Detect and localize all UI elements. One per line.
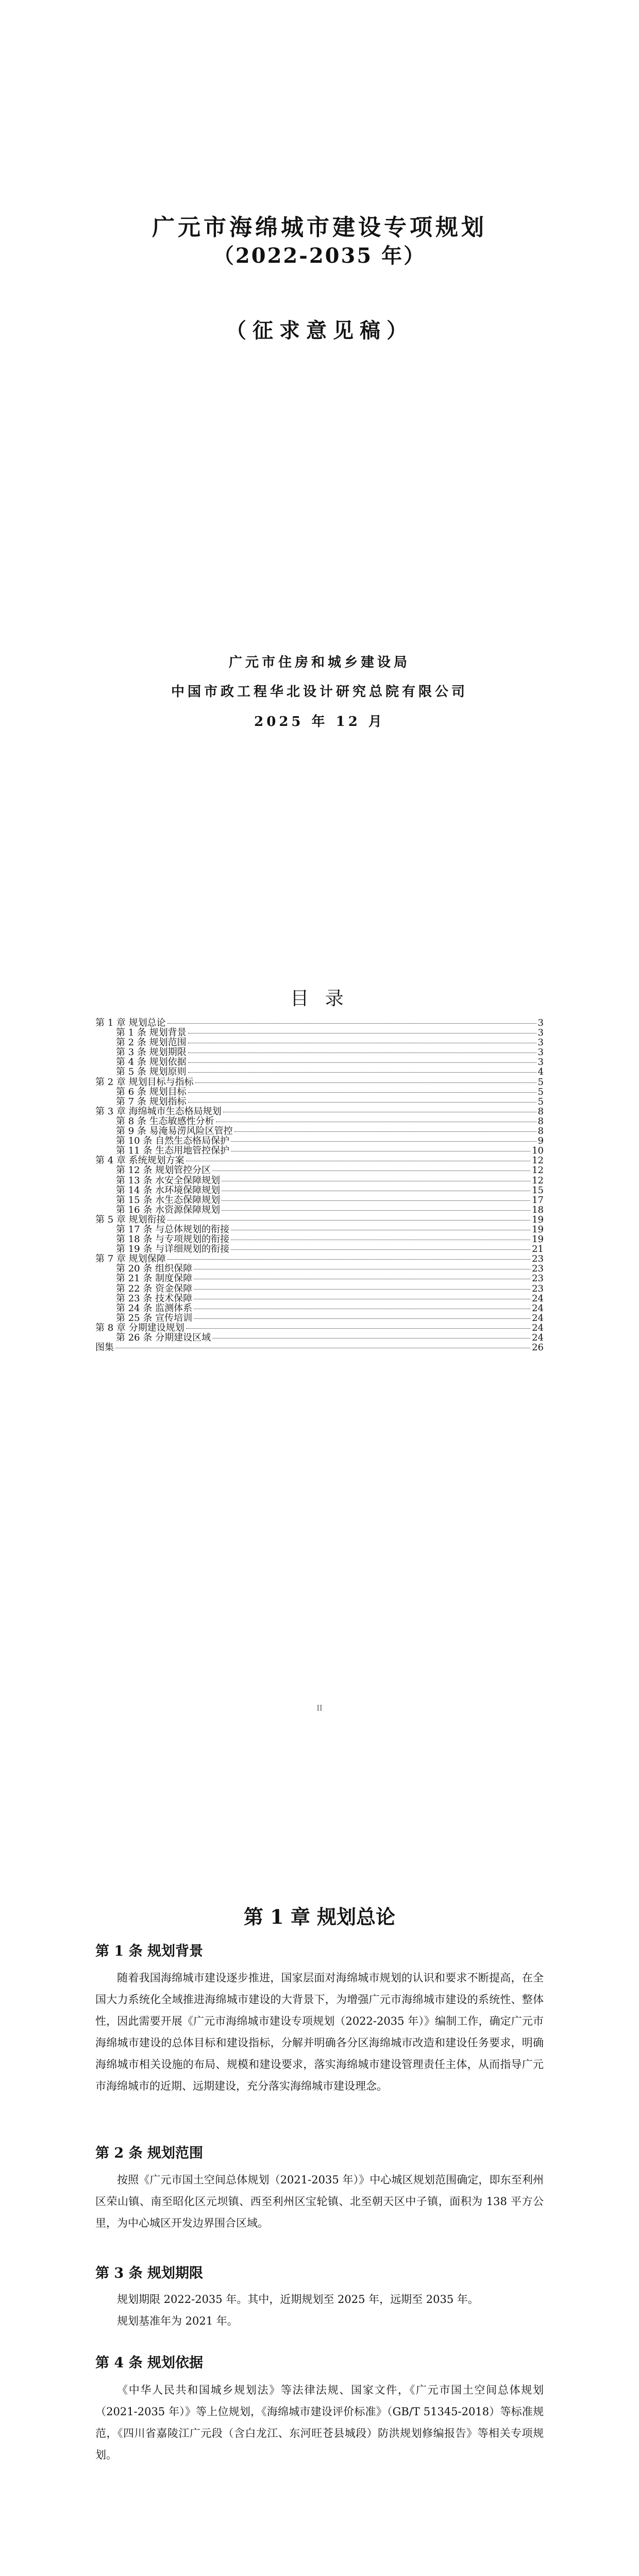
toc-entry-label: 第 5 章 规划衔接 [95, 1214, 166, 1225]
toc-entry-page: 4 [537, 1066, 544, 1078]
cover-years: （2022-2035 年） [213, 244, 426, 268]
toc-entry-label: 第 20 条 组织保障 [116, 1263, 193, 1275]
cover-draft-label: （征求意见稿） [226, 318, 413, 343]
toc-entry[interactable] [95, 1274, 544, 1283]
toc-entry-page: 8 [537, 1126, 544, 1137]
toc-entry[interactable] [95, 1156, 544, 1165]
toc-entry-label: 第 8 条 生态敏感性分析 [116, 1115, 214, 1127]
toc-entry[interactable] [95, 1116, 544, 1126]
toc-entry-label: 第 25 条 宣传培训 [116, 1312, 193, 1324]
toc-entry[interactable] [95, 1038, 544, 1047]
toc-entry-page: 15 [532, 1184, 544, 1196]
toc-entry-page: 12 [532, 1175, 544, 1186]
toc-entry-page: 23 [532, 1253, 544, 1265]
toc-entry-page: 18 [532, 1204, 544, 1215]
toc-entry-page: 8 [537, 1106, 544, 1117]
toc-dot-leader [186, 1328, 530, 1329]
article-title: 第 3 条 规划期限 [95, 2265, 203, 2281]
article-title: 第 4 条 规划依据 [95, 2355, 203, 2371]
toc-dot-leader [231, 1249, 530, 1250]
toc-entry-page: 19 [532, 1214, 544, 1225]
toc-entry-page: 19 [532, 1234, 544, 1245]
toc-entry[interactable] [95, 1146, 544, 1156]
article-body: 随着我国海绵城市建设逐步推进，国家层面对海绵城市规划的认识和要求不断提高，在全国大力系统化全域推进海绵城市建设的大背景下，为增强广元市海绵城市建设的系统性、整体性，因此需要开展《广元市海绵城市建设专项规划（2022-2035 年）》编制工作，确定广元市海绵城市建设的总体目标和建设指标，分解并明确各分区海绵城市改造和建设任务要求，明确海绵城市相关设施的布局、规模和建设要求，落实海绵城市建设管理责任主体，从而指导广元市海绵城市的近期、远期建设，充分落实海绵城市建设理念。 [95, 1972, 544, 2092]
article-body: 规划期限 2022-2035 年。其中，近期规划至 2025 年，远期至 2035 年。 [117, 2293, 479, 2306]
toc-entry-label: 第 19 条 与详细规划的衔接 [116, 1244, 230, 1255]
toc-entry-page: 23 [532, 1263, 544, 1275]
toc-entry-page: 3 [537, 1018, 544, 1028]
toc-entry[interactable] [95, 1215, 544, 1225]
toc-dot-leader [167, 1259, 530, 1260]
toc-entry-page: 5 [537, 1096, 544, 1107]
toc-entry[interactable] [95, 1018, 544, 1028]
toc-entry-label: 第 16 条 水资源保障规划 [116, 1204, 221, 1215]
toc-entry-label: 第 21 条 制度保障 [116, 1273, 193, 1284]
toc-entry[interactable] [95, 1176, 544, 1185]
toc-entry-page: 3 [537, 1047, 544, 1058]
toc-entry-label: 第 3 条 规划期限 [116, 1047, 187, 1058]
toc-entry-label: 第 14 条 水环境保障规划 [116, 1184, 221, 1196]
toc-entry[interactable] [95, 1097, 544, 1107]
toc-dot-leader [188, 1092, 536, 1093]
toc-entry-label: 第 13 条 水安全保障规划 [116, 1175, 221, 1186]
toc-entry[interactable] [95, 1028, 544, 1038]
toc-entry-label: 第 18 条 与专项规划的衔接 [116, 1234, 230, 1245]
toc-entry[interactable] [95, 1185, 544, 1195]
toc-entry-page: 5 [537, 1076, 544, 1088]
toc-entry[interactable] [95, 1313, 544, 1323]
toc-entry[interactable] [95, 1067, 544, 1077]
toc-dot-leader [222, 1210, 530, 1211]
toc-entry-page: 26 [532, 1342, 544, 1353]
toc-entry-page: 8 [537, 1115, 544, 1127]
toc-entry[interactable] [95, 1343, 544, 1352]
article-title: 第 1 条 规划背景 [95, 1943, 203, 1959]
toc-entry-page: 24 [532, 1322, 544, 1333]
toc-entry-label: 第 7 章 规划保障 [95, 1253, 166, 1265]
toc-entry-page: 10 [532, 1145, 544, 1157]
toc-entry-label: 第 4 章 系统规划方案 [95, 1155, 184, 1166]
toc-entry[interactable] [95, 1294, 544, 1303]
toc-entry-page: 12 [532, 1165, 544, 1176]
toc-entry-page: 12 [532, 1155, 544, 1166]
toc-entry-page: 23 [532, 1283, 544, 1294]
toc-dot-leader [222, 1200, 530, 1201]
table-of-contents [95, 1018, 544, 1352]
toc-entry-page: 17 [532, 1194, 544, 1206]
toc-entry-page: 24 [532, 1312, 544, 1324]
toc-entry-label: 第 2 条 规划范围 [116, 1037, 187, 1048]
toc-entry[interactable] [95, 1136, 544, 1146]
toc-entry[interactable] [95, 1047, 544, 1057]
toc-entry-label: 第 9 条 易淹易涝风险区管控 [116, 1126, 233, 1137]
toc-entry-label: 第 1 条 规划背景 [116, 1027, 187, 1039]
toc-entry[interactable] [95, 1234, 544, 1244]
toc-dot-leader [194, 1289, 530, 1290]
toc-entry[interactable] [95, 1057, 544, 1067]
toc-entry[interactable] [95, 1254, 544, 1264]
toc-entry-label: 第 2 章 规划目标与指标 [95, 1076, 194, 1088]
toc-entry-label: 第 17 条 与总体规划的衔接 [116, 1224, 230, 1235]
toc-entry-label: 第 7 条 规划指标 [116, 1096, 187, 1107]
toc-dot-leader [234, 1131, 536, 1132]
toc-entry-label: 第 22 条 资金保障 [116, 1283, 193, 1294]
toc-entry-label: 第 11 条 生态用地管控保护 [116, 1145, 230, 1157]
toc-entry-page: 9 [537, 1136, 544, 1147]
toc-entry-label: 第 24 条 监测体系 [116, 1302, 193, 1314]
toc-entry-page: 24 [532, 1293, 544, 1304]
toc-entry-page: 21 [532, 1244, 544, 1255]
toc-entry-page: 3 [537, 1057, 544, 1068]
toc-entry[interactable] [95, 1284, 544, 1294]
toc-dot-leader [188, 1102, 536, 1103]
toc-entry-label: 第 5 条 规划原则 [116, 1066, 187, 1078]
toc-dot-leader [167, 1023, 536, 1024]
toc-entry[interactable] [95, 1087, 544, 1097]
cover-organization-1: 广元市住房和城乡建设局 [228, 655, 410, 670]
toc-entry[interactable] [95, 1264, 544, 1274]
toc-entry-page: 3 [537, 1027, 544, 1039]
toc-entry[interactable] [95, 1323, 544, 1333]
toc-dot-leader [194, 1318, 530, 1319]
cover-title: 广元市海绵城市建设专项规划 [152, 214, 487, 241]
toc-dot-leader [231, 1141, 536, 1142]
article-body-line: 规划基准年为 2021 年。 [117, 2315, 238, 2327]
toc-entry-page: 24 [532, 1302, 544, 1314]
toc-entry[interactable] [95, 1077, 544, 1087]
toc-entry-page: 24 [532, 1332, 544, 1343]
toc-entry-label: 第 23 条 技术保障 [116, 1293, 193, 1304]
toc-entry-label: 第 10 条 自然生态格局保护 [116, 1136, 230, 1147]
chapter-title: 第 1 章 规划总论 [243, 1905, 396, 1928]
toc-entry[interactable] [95, 1195, 544, 1205]
toc-entry-label: 图集 [95, 1342, 114, 1353]
toc-entry[interactable] [95, 1225, 544, 1234]
toc-entry-page: 3 [537, 1037, 544, 1048]
toc-dot-leader [167, 1220, 530, 1221]
toc-entry[interactable] [95, 1126, 544, 1136]
toc-heading: 目 录 [290, 988, 349, 1009]
toc-entry[interactable] [95, 1165, 544, 1175]
toc-entry[interactable] [95, 1107, 544, 1116]
toc-entry-label: 第 8 章 分期建设规划 [95, 1322, 184, 1333]
toc-dot-leader [195, 1082, 536, 1083]
toc-entry[interactable] [95, 1244, 544, 1254]
toc-entry-page: 23 [532, 1273, 544, 1284]
toc-entry-label: 第 15 条 水生态保障规划 [116, 1194, 221, 1206]
toc-entry-label: 第 3 章 海绵城市生态格局规划 [95, 1106, 222, 1117]
toc-entry-label: 第 6 条 规划目标 [116, 1086, 187, 1097]
toc-entry[interactable] [95, 1333, 544, 1343]
toc-entry[interactable] [95, 1303, 544, 1313]
article-title: 第 2 条 规划范围 [95, 2145, 203, 2161]
toc-page-number: II [316, 1704, 323, 1713]
cover-organization-2: 中国市政工程华北设计研究总院有限公司 [171, 684, 468, 700]
cover-date: 2025 年 12 月 [254, 714, 385, 730]
toc-entry-label: 第 4 条 规划依据 [116, 1057, 187, 1068]
toc-entry-page: 19 [532, 1224, 544, 1235]
toc-entry-label: 第 1 章 规划总论 [95, 1018, 166, 1028]
article-body: 按照《广元市国土空间总体规划（2021-2035 年）》中心城区规划范围确定，即东至利州区荣山镇、南至昭化区元坝镇、西至利州区宝轮镇、北至朝天区中子镇，面积为 138 平方公里，为中心城区开发边界围合区域。 [95, 2174, 544, 2229]
toc-entry-label: 第 26 条 分期建设区域 [116, 1332, 211, 1343]
toc-dot-leader [188, 1062, 536, 1063]
article-body: 《中华人民共和国城乡规划法》等法律法规、国家文件，《广元市国土空间总体规划（2021-2035 年）》等上位规划，《海绵城市建设评价标准》（GB/T 51345-2018）等标准规范，《四川省嘉陵江广元段（含白龙江、东河旺苍县城段）防洪规划修编报告》等相关专项规划。 [95, 2384, 544, 2461]
toc-entry-label: 第 12 条 规划管控分区 [116, 1165, 211, 1176]
toc-dot-leader [188, 1072, 536, 1073]
toc-entry[interactable] [95, 1205, 544, 1215]
toc-entry-page: 5 [537, 1086, 544, 1097]
